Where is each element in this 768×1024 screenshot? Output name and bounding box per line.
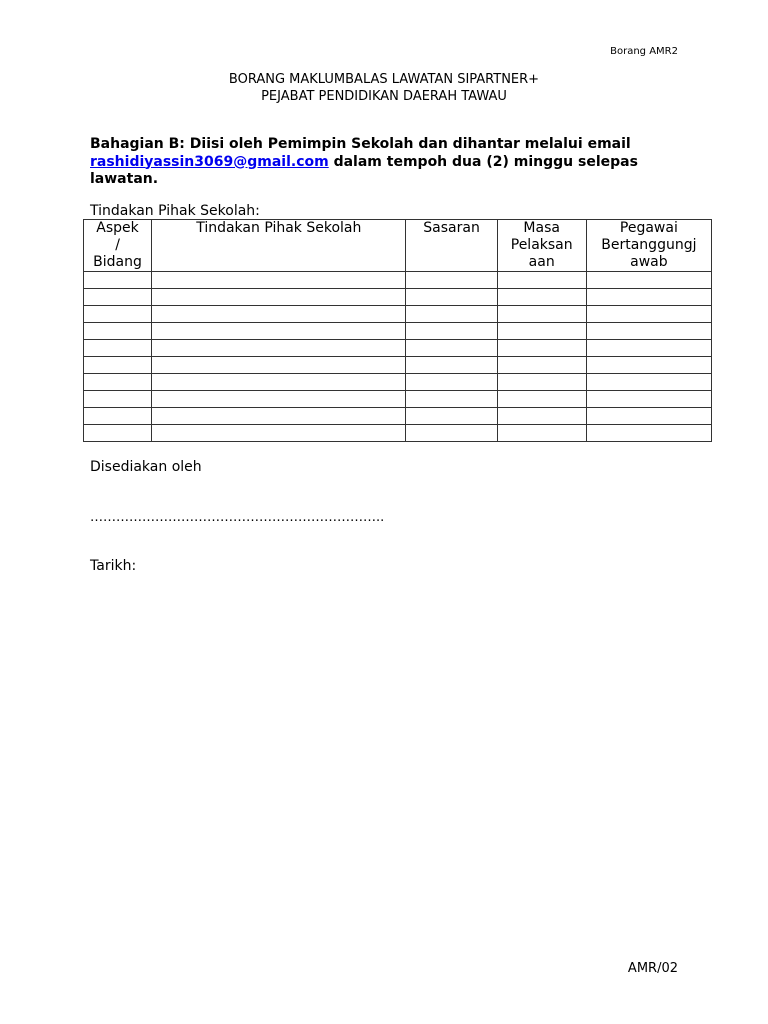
table-cell[interactable] [586,391,711,408]
table-cell[interactable] [586,357,711,374]
table-row [84,374,712,391]
signature-line[interactable]: ………………………………………………………….. [90,510,385,525]
section-b-instructions [90,136,690,189]
table-cell[interactable] [406,391,497,408]
table-cell[interactable] [152,408,406,425]
table-cell[interactable] [497,272,586,289]
table-cell[interactable] [84,323,152,340]
table-cell[interactable] [84,289,152,306]
table-row [84,340,712,357]
title-line-1: BORANG MAKLUMBALAS LAWATAN SIPARTNER+ [228,72,540,87]
table-header-row [84,220,712,272]
header-sasaran: Sasaran [406,220,497,272]
table-row [84,323,712,340]
table-cell[interactable] [152,306,406,323]
header-tindakan: Tindakan Pihak Sekolah [152,220,406,272]
email-link[interactable]: rashidiyassin3069@gmail.com [90,153,329,170]
school-actions-table [83,219,712,442]
table-cell[interactable] [152,425,406,442]
document-title [0,71,768,105]
table-cell[interactable] [84,306,152,323]
page-code: AMR/02 [627,961,678,976]
table-cell[interactable] [406,272,497,289]
table-cell[interactable] [497,357,586,374]
table-cell[interactable] [152,340,406,357]
table-cell[interactable] [497,323,586,340]
prepared-by-label: Disediakan oleh [90,459,202,475]
table-row [84,289,712,306]
table-row [84,408,712,425]
table-cell[interactable] [586,289,711,306]
table-cell[interactable] [406,425,497,442]
table-cell[interactable] [406,306,497,323]
table-cell[interactable] [152,391,406,408]
table-cell[interactable] [84,340,152,357]
table-cell[interactable] [497,306,586,323]
table-cell[interactable] [586,425,711,442]
date-label: Tarikh: [90,558,137,574]
section-b-intro: Bahagian B: Diisi oleh Pemimpin Sekolah dan dihantar melalui email [90,136,631,152]
table-cell[interactable] [497,374,586,391]
table-cell[interactable] [586,272,711,289]
table-cell[interactable] [497,391,586,408]
header-masa-pelaksanaan: Masa Pelaksan aan [497,220,586,272]
table-cell[interactable] [406,323,497,340]
table-cell[interactable] [152,357,406,374]
table-cell[interactable] [497,340,586,357]
table-cell[interactable] [406,340,497,357]
table-row [84,425,712,442]
table-row [84,272,712,289]
form-code: Borang AMR2 [610,46,678,57]
table-cell[interactable] [152,323,406,340]
table-cell[interactable] [497,425,586,442]
table-cell[interactable] [152,374,406,391]
table-cell[interactable] [586,374,711,391]
table-cell[interactable] [152,272,406,289]
table-cell[interactable] [152,289,406,306]
table-row [84,357,712,374]
table-cell[interactable] [497,289,586,306]
table-cell[interactable] [586,408,711,425]
table-cell[interactable] [406,408,497,425]
header-aspek-bidang: Aspek / Bidang [84,220,152,272]
section-b-outro: dalam tempoh dua (2) minggu selepas lawatan. [90,153,638,187]
table-cell[interactable] [586,340,711,357]
table-cell[interactable] [84,374,152,391]
table-cell[interactable] [84,357,152,374]
table-cell[interactable] [84,425,152,442]
header-pegawai: Pegawai Bertanggungj awab [586,220,711,272]
table-row [84,391,712,408]
table-row [84,306,712,323]
table-cell[interactable] [497,408,586,425]
table-cell[interactable] [84,391,152,408]
table-caption: Tindakan Pihak Sekolah: [90,203,260,219]
table-body [84,272,712,442]
table-cell[interactable] [84,272,152,289]
table-cell[interactable] [406,374,497,391]
table-cell[interactable] [586,306,711,323]
table-cell[interactable] [586,323,711,340]
table-cell[interactable] [406,357,497,374]
table-cell[interactable] [406,289,497,306]
title-line-2: PEJABAT PENDIDIKAN DAERAH TAWAU [261,89,507,104]
table-cell[interactable] [84,408,152,425]
